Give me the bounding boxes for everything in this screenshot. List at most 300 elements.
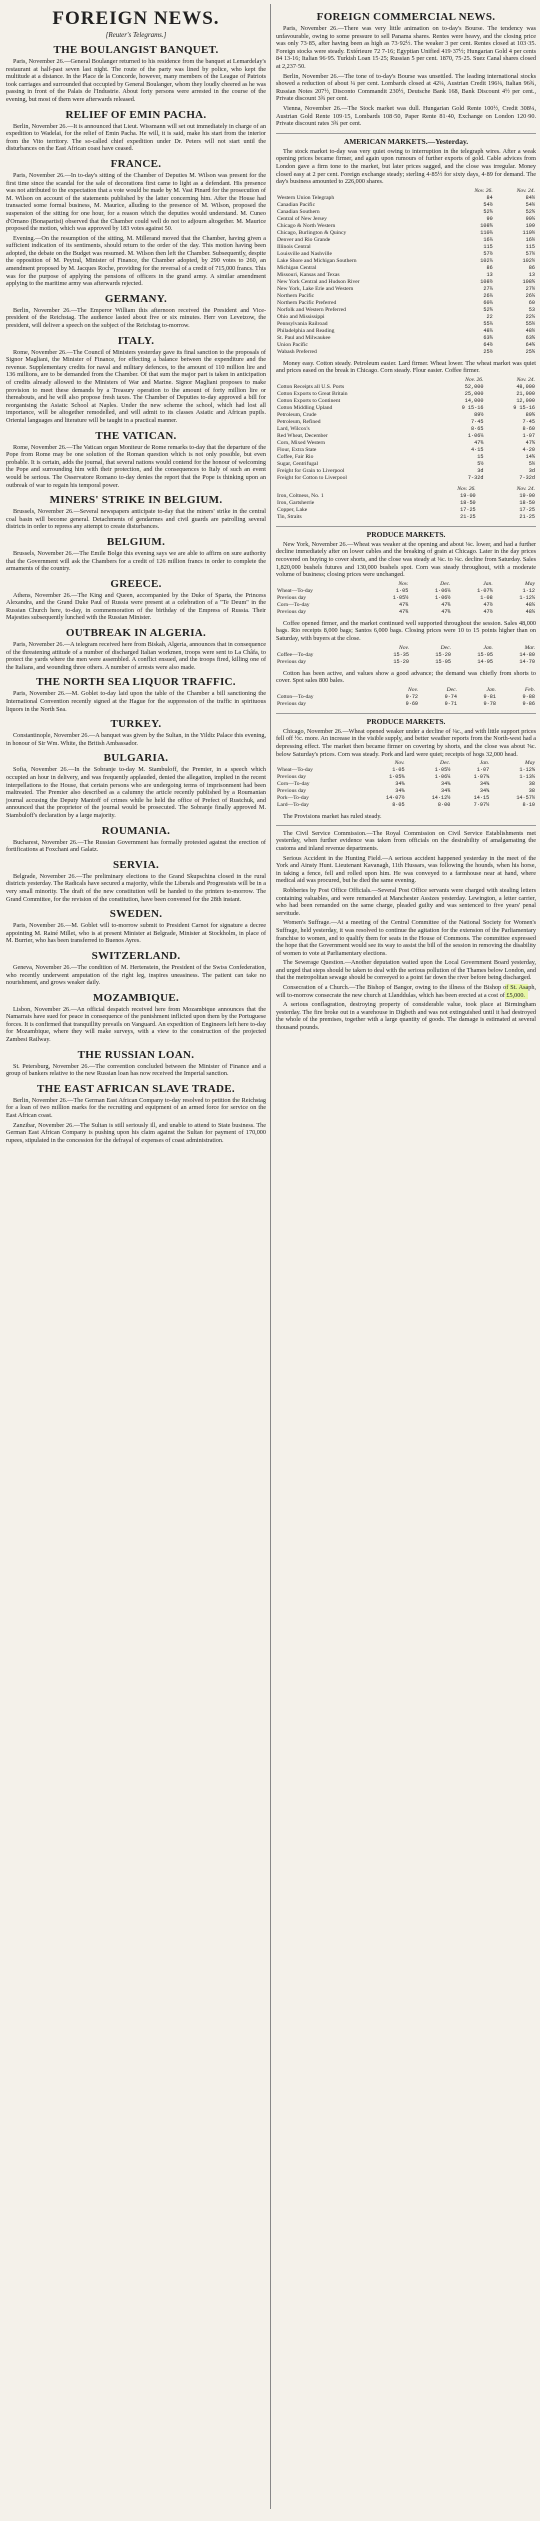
price-cell: 57½	[525, 250, 535, 257]
table-header-row	[276, 188, 536, 195]
price-cell: 4·20	[522, 446, 535, 453]
price-cell: 15·20	[393, 658, 409, 665]
article-paragraph: Athens, November 26.—The King and Queen, accompanied by the Duke of Sparta, the Princess Alexandra, and the Grand Duke Paul of Russia were present at a celebration of a "Te Deum" in the Russian Church here, to-day, in commemoration of the birthday of the Empress of Russia. Their Majesties subsequently lunched with the Russian Minister.	[6, 591, 266, 622]
row-label: Cotton Exports to Great Britain	[277, 390, 348, 397]
price-cell: 7-32d	[519, 474, 535, 481]
section-heading: GREECE.	[110, 577, 162, 590]
price-cell: 27½	[525, 285, 535, 292]
price-cell: 52,000	[464, 383, 484, 390]
column-header	[276, 486, 417, 493]
price-cell: 63¾	[525, 334, 535, 341]
market-heading: AMERICAN MARKETS.—Yesterday.	[276, 133, 536, 146]
row-label: Chicago & North Western	[277, 222, 336, 229]
article-paragraph: Vienna, November 26.—The Stock market was dull. Hungarian Gold Rente 100½, Credit 308¼, Austrian Gold Rente 109·15, Lombards 108·50, Paper Rente 81·40, Exchange on London 120·90. Private discount rates 3¾ per cent.	[276, 104, 536, 128]
price-cell: 9·88	[522, 693, 535, 700]
row-label: Philadelphia and Reading	[277, 327, 335, 334]
article-paragraph: Paris, November 26.—There was very little animation on to-day's Bourse. The tendency was unfavourable, owing to some pressure to sell Panama shares. Rentes were heavy, and the closing price was only 73·85, after having been as high as 73·92½. The weaker 3 per cent. Rentes closed at 103·35. Foreign stocks were steady. Extérieure 72 7-16; Egyptian Unified 419·37½; Hungarian Gold 4 per cents 84 13-16; Italian 96·95. Turkish Loan 15·25; Russian 5 per cent. 1870, 75·25. Suez Canal shares closed at 2,237·50.	[276, 25, 536, 70]
table-row	[276, 795, 536, 802]
price-cell: 52¾	[525, 208, 535, 215]
section-heading: RELIEF OF EMIN PACHA.	[65, 108, 207, 121]
row-label: St. Paul and Milwaukee	[277, 334, 331, 341]
price-cell: 9·86	[522, 700, 535, 707]
table-header-row	[276, 760, 536, 767]
row-label: Cotton Exports to Continent	[277, 397, 341, 404]
row-label: Denver and Rio Grande	[277, 236, 331, 243]
price-table	[276, 581, 536, 616]
price-cell: 17·25	[460, 506, 476, 513]
price-cell: 8·10	[522, 802, 535, 809]
column-header: Jan.	[479, 760, 490, 767]
price-cell: 9·72	[405, 693, 419, 700]
section-heading: SERVIA.	[112, 858, 160, 871]
row-label: Previous day	[277, 608, 307, 615]
price-cell: 63¾	[483, 334, 493, 341]
price-cell: 8·65	[471, 425, 484, 432]
price-cell: 54½	[525, 201, 535, 208]
row-label: Tin, Straits	[277, 513, 302, 520]
section-heading: FRANCE.	[110, 157, 162, 170]
article-paragraph: Paris, November 26.—A telegram received here from Biskah, Algeria, announces that in consequence of the threatening attitude of a number of discharged Italian workmen, troops were sent to La Châfa, to protect the yards where the men were assembled. A conflict ensued, and the troops fired, killing one of the Italians, and wounding three others. A number of arrests were also made.	[6, 641, 266, 671]
table-header-row	[276, 581, 536, 588]
price-table	[276, 645, 536, 666]
table-row	[276, 433, 536, 440]
table-row	[276, 781, 536, 788]
price-cell: 64¾	[525, 341, 535, 348]
row-label: Sugar, Centrifugal	[277, 460, 319, 467]
table-row	[276, 307, 536, 314]
article-paragraph: Rome, November 26.—The Council of Ministers yesterday gave its final sanction to the proposals of Signor Magliani, the Minister of Finance, for effecting a balance between the expenditure and the revenue. Supplementary credits for naval and military defences, to the amount of 110 million lire and 136 millions, are to be demanded from the Chamber. Of that sum the major part is taken in anticipation of credits already allowed to the Ministers of War and Marine. Signor Magliani proposes to make provision to meet these demands by a Treasury operation to the amount of forty million lire or thereabouts, and he will also propose fresh taxes. The Chamber of Deputies to-day approved a bill for reorganising the Asiatic School at Naples. Under the new scheme the school, which had lost all importance, will be altogether remodelled, and will admit to its classes Asiatic and African pupils. Oriental languages and literature will be taught in a practical manner.	[6, 348, 266, 424]
table-row	[276, 602, 536, 609]
price-cell: 12,000	[516, 397, 535, 404]
price-cell: 38	[528, 781, 535, 788]
price-cell: 14,000	[464, 397, 484, 404]
price-cell: 115	[525, 243, 535, 250]
row-label: Coffee—To-day	[277, 651, 314, 658]
price-cell: 34⅝	[395, 788, 405, 795]
row-label: Union Pacific	[277, 341, 308, 348]
article-paragraph: A serious conflagration, destroying property of considerable value, took place at Birmingham yesterday. The fire broke out in a warehouse in Digbeth and was not extinguished until it had destroyed the whole of the premises, together with a large quantity of goods. The damage is estimated at several thousand pounds.	[276, 1001, 536, 1032]
table-row	[276, 209, 536, 216]
price-cell: 47½	[483, 608, 493, 615]
row-label: Lake Shore and Michigan Southern	[277, 257, 357, 264]
table-row	[276, 588, 536, 595]
price-cell: 15	[477, 453, 484, 460]
column-header: Mar.	[524, 644, 535, 651]
table-row	[276, 701, 536, 708]
column-header: Dec.	[439, 760, 451, 767]
article-paragraph: Berlin, November 26.—The tone of to-day's Bourse was unsettled. The leading international stocks showed a reduction of about ¼ per cent. Lombards closed at 42¼, Austrian Credit 196¼, Italian 96¾, Russian Notes 207½, Disconto Commandit 230½, Deutsche Bank 168, Bank Discount 4½ per cent., Private discount 3¾ per cent.	[276, 72, 536, 103]
article-paragraph: Geneva, November 26.—The condition of M. Hertenstein, the President of the Swiss Confederation, who recently underwent amputation of the right leg, inspires uneasiness. The patient can take no nourishment, and grows weaker daily.	[6, 963, 266, 987]
table-row	[276, 328, 536, 335]
section-divider	[276, 825, 536, 826]
table-row	[276, 384, 536, 391]
article-paragraph: The Provisions market has ruled steady.	[283, 813, 382, 821]
price-cell: 26¼	[525, 292, 535, 299]
price-cell: 14·70	[519, 658, 535, 665]
row-label: Previous day	[277, 788, 307, 795]
price-cell: 1·13¼	[519, 774, 535, 781]
article-paragraph: Coffee opened firmer, and the market continued well supported throughout the session. Sales 48,000 bags. Rio receipts 8,000 bags; Santos 6,000 bags. Closing prices were 10 to 15 points higher than on Saturday, with buyers at the close.	[276, 619, 536, 643]
table-row	[276, 507, 536, 514]
row-label: Previous day	[277, 594, 307, 601]
column-header	[276, 760, 360, 767]
price-cell: 13	[486, 271, 493, 278]
price-cell: 47¾	[525, 439, 535, 446]
table-row	[276, 419, 536, 426]
row-label: Northern Pacific	[277, 292, 315, 299]
row-label: Wheat—To-day	[277, 767, 313, 774]
price-cell: 5½	[477, 460, 484, 467]
table-row	[276, 230, 536, 237]
price-cell: 18·50	[460, 499, 476, 506]
table-header-row	[276, 687, 536, 694]
row-label: Louisville and Nashville	[277, 250, 332, 257]
price-cell: 64½	[483, 341, 493, 348]
table-row	[276, 279, 536, 286]
table-row	[276, 398, 536, 405]
article-paragraph: Paris, November 26.—M. Goblet to-day laid upon the table of the Chamber a bill sanctioning the International Convention recently signed at the Hague for the suppression of the traffic in spirituous liquors in the North Sea.	[6, 690, 266, 713]
price-cell: 57½	[483, 250, 493, 257]
column-header	[276, 687, 380, 694]
table-row	[276, 412, 536, 419]
row-label: Wabash Preferred	[277, 348, 317, 355]
article-paragraph: Sofia, November 26.—In the Sobranje to-day M. Stambuloff, the Premier, in a speech which occupied an hour in delivery, and was frequently applauded, denied the allegation, implied in the recent interpellations to the House, that certain persons who are undergoing terms of imprisonment had been maltreated. The Premier also described as a calumny the article recently published by a Roumanian journal accusing the Deputy Mantoff of crimes while he held the office of Prefect of Rustchuk, and announced that the proprietor of the journal would be prosecuted. The Sobranje finally approved M. Stambuloff's declaration by a large majority.	[6, 766, 266, 819]
column-header: Dec.	[446, 686, 458, 693]
market-heading: PRODUCE MARKETS.	[276, 526, 536, 539]
column-header: Nov. 24.	[516, 485, 535, 492]
price-cell: 15·05	[435, 658, 451, 665]
price-cell: 7-32d	[467, 474, 484, 481]
article-paragraph: Women's Suffrage.—At a meeting of the Central Committee of the National Society for Women's Suffrage, held yesterday, it was resolved to continue the agitation for the extension of the Parliamentary franchise to women, and to qualify them for seats in the House of Commons. The committee expressed the hope that the Government would see its way to assist the bill of the session in removing the disability of women to vote at Parliamentary elections.	[276, 919, 537, 957]
price-cell: 1·07¾	[477, 587, 493, 594]
table-row	[276, 202, 536, 209]
row-label: Corn—To-day	[277, 601, 310, 608]
row-label: Western Union Telegraph	[277, 194, 335, 201]
left-column	[6, 6, 266, 1146]
price-cell: 19·00	[519, 492, 535, 499]
price-cell: 16½	[525, 236, 535, 243]
article-paragraph: Berlin, November 26.—The German East African Company to-day resolved to petition the Reichstag for a loan of two million marks for the recruiting and equipment of an armed force for service on the East African coast.	[6, 1096, 266, 1120]
price-cell: 1·05½	[434, 767, 451, 774]
price-cell: 52¾	[483, 208, 493, 215]
row-label: Michigan Central	[277, 264, 317, 271]
price-cell: 1·06¼	[467, 432, 484, 439]
article-paragraph: Paris, November 26.—In to-day's sitting of the Chamber of Deputies M. Wilson was present for the first time since the scandal for the sale of decorations first came to light as a defendant. His presence was not attributed to the expectation that a vote would be made by M. Vast Pinard for the prosecution of M. Wilson on account of the statements published by the latter concerning him. After the House had transacted some formal business, M. Maurice, alluding to the presence of M. Wilson, proposed the suspension of the sitting for one hour, for a reason which the deputies would understand. M. Cuneo d'Ornano (Bonapartist) observed that the Chamber could well do not to adjourn altogether. M. Maurice proposed the motion, which was approved by 183 votes against 50.	[6, 171, 266, 233]
price-cell: 84	[486, 194, 493, 201]
price-cell: 15·20	[435, 651, 451, 658]
masthead-title: FOREIGN NEWS.	[52, 8, 220, 29]
article-paragraph: Constantinople, November 26.—A banquet was given by the Sultan, in the Yildiz Palace this evening, in honour of Sir Wm. White, the British Ambassador.	[6, 732, 266, 747]
price-cell: 48½	[525, 327, 535, 334]
price-cell: 108½	[480, 278, 493, 285]
price-cell: 1·12	[522, 587, 535, 594]
row-label: Freight for Cotton to Liverpool	[277, 474, 347, 481]
price-cell: 4·15	[471, 446, 484, 453]
price-cell: 53	[528, 306, 535, 313]
row-label: Canadian Pacific	[277, 201, 316, 208]
price-cell: 25½	[483, 348, 493, 355]
row-label: Lard—To-day	[277, 802, 309, 809]
price-cell: 60¼	[483, 299, 493, 306]
price-cell: 13	[528, 271, 535, 278]
table-header-row	[276, 377, 536, 384]
column-header	[276, 645, 368, 652]
price-cell: 102½	[522, 257, 535, 264]
price-cell: 1·08	[480, 594, 493, 601]
table-row	[276, 405, 536, 412]
row-label: Cotton—To-day	[277, 693, 314, 700]
article-paragraph: Consecration of a Church.—The Bishop of Bangor, owing to the illness of the Bishop of St. Asaph, will to-morrow consecrate the new church at Llanddulas, which has been erected at a cost of £5,000.	[276, 984, 536, 999]
price-cell: 34⅝	[441, 781, 451, 788]
table-row	[276, 272, 536, 279]
row-label: Corn, Mixed Western	[277, 439, 326, 446]
price-cell: 14·95	[477, 658, 493, 665]
price-cell: 1·12¼	[519, 594, 535, 601]
column-header: Nov.	[398, 644, 409, 651]
price-cell: 1·12⅝	[519, 767, 535, 774]
row-label: Northern Pacific Preferred	[277, 299, 337, 306]
row-label: Wheat—To-day	[277, 587, 313, 594]
row-label: Chicago, Burlington & Quincy	[277, 229, 347, 236]
section-heading: OUTBREAK IN ALGERIA.	[65, 627, 207, 640]
section-heading: THE EAST AFRICAN SLAVE TRADE.	[37, 1082, 235, 1095]
market-heading: PRODUCE MARKETS.	[276, 713, 536, 726]
column-header: Dec.	[440, 580, 451, 587]
table-row	[276, 468, 536, 475]
column-header: Nov.	[398, 580, 409, 587]
price-cell: 86	[528, 264, 535, 271]
price-cell: 47¾	[441, 601, 451, 608]
price-cell: 89¾	[525, 411, 535, 418]
article-paragraph: St. Petersburg, November 26.—The convention concluded between the Minister of Finance and a group of bankers relative to the new Russian loan has now received the Imperial sanction.	[6, 1062, 266, 1078]
price-cell: 8·05	[392, 802, 405, 809]
table-row	[276, 767, 536, 774]
article-paragraph: Serious Accident in the Hunting Field.—A serious accident happened yesterday in the meet of the York and Ainsty Hunt. Lieutenant Kavanagh, 11th Hussars, was following the hounds, when his horse, in taking a fence, fell and rolled upon him. He was conveyed to a farmhouse near at hand, where medical aid was procured, but he died the same evening.	[276, 854, 536, 885]
table-row	[276, 475, 536, 482]
row-label: Petroleum, Crude	[277, 411, 317, 418]
price-cell: 21,000	[516, 390, 535, 397]
article-paragraph: Bucharest, November 26.—The Russian Government has formally protested against the erection of fortifications at Foxchani and Galatz.	[6, 838, 266, 854]
price-cell: 14·07½	[385, 795, 405, 802]
row-label: Cotton Receipts all U.S. Ports	[277, 383, 345, 390]
column-header: Feb.	[524, 686, 535, 693]
section-heading: THE BOULANGIST BANQUET.	[53, 44, 219, 56]
row-label: Previous day	[277, 658, 307, 665]
table-header-row	[276, 645, 536, 652]
price-cell: 9·81	[483, 693, 496, 700]
column-header: Nov. 26.	[465, 376, 484, 383]
price-table	[276, 687, 536, 708]
column-header	[276, 188, 451, 195]
table-row	[276, 652, 536, 659]
article-paragraph: New York, November 26.—Wheat was weaker at the opening and about ⅛c. lower, and had a further decline immediately after on lower cables and the breaking of grain at Chicago. Later in the day prices recovered on buying to cover shorts, and the close was steady at ⅛c. to ¼c. decline from Saturday. Sales 1,820,000 bushels futures and 130,000 bushels spot. Corn was steady throughout, with a moderate volume of business; closing prices were unchanged.	[276, 540, 536, 579]
price-cell: 52¾	[483, 306, 493, 313]
section-heading: FOREIGN COMMERCIAL NEWS.	[316, 11, 496, 23]
price-cell: 48¼	[525, 608, 535, 615]
table-row	[276, 216, 536, 223]
column-rule	[270, 4, 271, 2509]
table-row	[276, 440, 536, 447]
price-cell: 47¾	[399, 601, 409, 608]
price-cell: 15·05	[477, 651, 493, 658]
row-label: Norfolk and Western Preferred	[277, 306, 346, 313]
article-paragraph: Zanzibar, November 26.—The Sultan is still seriously ill, and unable to attend to State business. The German East African Company is pushing upon his claim against the Sultan for payment of 170,000 rupees, stipulated in the concession for the defrayal of expenses of coast administration.	[6, 1121, 266, 1144]
column-header: Jan.	[483, 580, 493, 587]
price-cell: 54½	[483, 201, 493, 208]
price-cell: 84½	[525, 194, 535, 201]
article-paragraph: Paris, November 26.—M. Goblet will to-morrow submit to President Carnot for signature a decree appointing M. Rainé Millet, who is at present Minister at Belgrade, Minister at Stockholm, in place of M. Burrier, who has been transferred to Buenos Ayres.	[6, 922, 266, 945]
price-cell: 9 15-16	[513, 404, 535, 411]
price-cell: 86	[486, 264, 493, 271]
row-label: Canadian Southern	[277, 208, 320, 215]
table-row	[276, 321, 536, 328]
row-label: Previous day	[277, 774, 307, 781]
column-header: Jan.	[483, 644, 493, 651]
column-header: Nov. 24.	[516, 187, 535, 194]
price-cell: 34¾	[441, 788, 451, 795]
table-row	[276, 223, 536, 230]
table-row	[276, 694, 536, 701]
price-cell: 47¾	[399, 608, 409, 615]
table-header-row	[276, 486, 536, 493]
price-cell: 115	[483, 243, 493, 250]
table-row	[276, 293, 536, 300]
table-row	[276, 265, 536, 272]
column-header: Nov. 26.	[457, 485, 476, 492]
article-paragraph: Robberies by Post Office Officials.—Several Post Office servants were charged with stealing letters containing valuables, and were remanded at Manchester Assizes yesterday. Lewington, a letter carrier, who had been remanded on the same charge, pleaded guilty and was sentenced to five years' penal servitude.	[276, 886, 536, 917]
price-cell: 1·05½	[392, 594, 409, 601]
price-cell: 110¼	[480, 229, 493, 236]
price-cell: 25,000	[464, 390, 484, 397]
table-row	[276, 286, 536, 293]
table-row	[276, 454, 536, 461]
price-cell: 1·05	[395, 587, 409, 594]
column-header	[276, 377, 433, 384]
row-label: Pork—To-day	[277, 795, 309, 802]
row-label: Missouri, Kansas and Texas	[277, 271, 340, 278]
row-label: Lard, Wilcox's	[277, 425, 310, 432]
section-heading: MINERS' STRIKE IN BELGIUM.	[49, 494, 223, 507]
table-row	[276, 788, 536, 795]
price-cell: 1·06¼	[434, 774, 451, 781]
row-label: Illinois Central	[277, 243, 311, 250]
price-cell: 15·35	[393, 651, 409, 658]
column-header	[276, 581, 367, 588]
price-cell: 9·74	[444, 693, 458, 700]
price-cell: 34⅝	[479, 781, 490, 788]
row-label: Cotton Middling Upland	[277, 404, 333, 411]
price-cell: 5½	[528, 460, 535, 467]
row-label: Corn—To-day	[277, 781, 310, 788]
section-heading: SWEDEN.	[109, 908, 163, 921]
price-cell: 108¾	[480, 222, 493, 229]
column-header: Nov. 26.	[474, 187, 493, 194]
price-cell: 1·07	[476, 767, 490, 774]
table-row	[276, 461, 536, 468]
section-heading: ROUMANIA.	[101, 824, 171, 837]
price-cell: 9·69	[405, 700, 419, 707]
price-cell: 102¼	[480, 257, 493, 264]
price-cell: 47¾	[474, 439, 484, 446]
column-header: Nov.	[408, 686, 419, 693]
section-heading: MOZAMBIQUE.	[92, 991, 180, 1004]
price-cell: 14·12½	[431, 795, 451, 802]
table-row	[276, 493, 536, 500]
price-cell: 27¼	[483, 285, 493, 292]
row-label: Ohio and Mississippi	[277, 313, 325, 320]
price-cell: 1·05	[392, 767, 405, 774]
price-cell: 9·78	[483, 700, 496, 707]
article-paragraph: Rome, November 26.—The Vatican organ Moniteur de Rome remarks to-day that the departure of the Pope from Rome may be one solution of the Roman question which is not only possible, but even probable. It is certain, adds the journal, that several nations would contend for the honour of welcoming the Pope and surrounding him with their protection, and the consequences to Italy of such an event would be serious. The Osservatore Romano to-day denies the report that the Pope is thinking upon an outbreak of war to regain his temporal power.	[6, 443, 266, 489]
price-cell: 1·06¼	[434, 587, 451, 594]
price-cell: 18·50	[519, 499, 535, 506]
price-cell: 47½	[483, 601, 493, 608]
price-table	[276, 760, 536, 809]
price-cell: 26¼	[483, 292, 493, 299]
price-cell: 8·60	[522, 425, 535, 432]
price-cell: 1·07	[522, 432, 535, 439]
price-cell: 22¼	[525, 313, 535, 320]
table-row	[276, 335, 536, 342]
article-paragraph: The stock market to-day was very quiet owing to interruption in the telegraph wires. After a weak opening prices became firmer, and again upon rumours of further exports of gold. Cable advices from London gave a firm tone to the market, but later prices sagged, and the close was irregular. Money closed easy at 2 per cent. Foreign exchange steady; sterling 4·85½ for sixty days, 4·89 for demand. The day's business amounted to 226,000 shares.	[276, 147, 536, 186]
price-cell: 3d	[477, 467, 484, 474]
masthead-subtitle: [Reuter's Telegrams.]	[105, 31, 167, 39]
table-row	[276, 802, 536, 809]
price-cell: 48¼	[525, 601, 535, 608]
section-heading: GERMANY.	[104, 292, 168, 305]
table-row	[276, 500, 536, 507]
price-cell: 14·80	[519, 651, 535, 658]
price-cell: 89½	[474, 411, 484, 418]
price-cell: 1·05⅝	[389, 774, 405, 781]
column-header: Nov. 24.	[516, 376, 535, 383]
table-row	[276, 300, 536, 307]
price-cell: 34⅝	[479, 788, 490, 795]
table-row	[276, 595, 536, 602]
price-table	[276, 377, 536, 482]
column-header: Nov.	[394, 760, 405, 767]
table-row	[276, 349, 536, 356]
price-cell: 109	[525, 222, 535, 229]
row-label: Petroleum, Refined	[277, 418, 321, 425]
table-row	[276, 447, 536, 454]
article-paragraph: Chicago, November 26.—Wheat opened weaker under a decline of ¼c., and with little support prices fell off ½c. more. An increase in the visible supply, and better weather reports from the North-west had a depressing effect. The market then became firmer on covering by shorts, and the close was about ⅝c. below Saturday's prices. Corn was steady. Pork and lard were quiet; receipts of hogs 32,000 head.	[276, 727, 536, 758]
price-cell: 9 15-16	[461, 404, 484, 411]
article-paragraph: Berlin, November 26.—It is announced that Lieut. Wissmann will set out immediately in charge of an expedition to Wadelai, for the relief of Emin Pacha. He will, it is said, make his start from the interior from the Vito territory. The so-called chief expedition under Dr. Peters will not start until the disturbances on the East African coast have ceased.	[6, 122, 266, 153]
row-label: Red Wheat, December	[277, 432, 328, 439]
price-cell: 55¼	[483, 320, 493, 327]
price-cell: 7·45	[522, 418, 535, 425]
price-cell: 14·15	[473, 795, 490, 802]
price-cell: 21·25	[519, 513, 535, 520]
article-paragraph: Cotton has been active, and values show a good advance; the demand was chiefly from shorts to cover. Spot sales 800 bales.	[276, 669, 536, 685]
article-paragraph: The Sewerage Question.—Another deputation waited upon the Local Government Board yesterday, and urged that steps should be taken to deal with the serious pollution of the Thames below London, and that the metropolitan sewage should be conveyed to a point far down the river before being discharged.	[276, 959, 536, 982]
section-heading: THE VATICAN.	[95, 429, 177, 442]
price-cell: 108¾	[522, 278, 535, 285]
price-cell: 48,000	[516, 383, 535, 390]
row-label: Coffee, Fair Rio	[277, 453, 314, 460]
row-label: New York Central and Hudson River	[277, 278, 360, 285]
table-row	[276, 251, 536, 258]
price-cell: 1·06½	[434, 594, 451, 601]
row-label: Pennsylvania Railroad	[277, 320, 328, 327]
row-label: Freight for Grain to Liverpool	[277, 467, 345, 474]
article-paragraph: Brussels, November 26.—Several newspapers anticipate to-day that the miners' strike in the central coal basin will become general. Detachments of gendarmes and civil guards are patrolling several districts in order to repress any attempt to create disturbances.	[6, 508, 266, 531]
price-cell: 3d	[528, 467, 535, 474]
price-cell: 7·45	[471, 418, 484, 425]
row-label: Iron, Coltness, No. 1	[277, 492, 324, 499]
price-cell: 14¾	[525, 453, 535, 460]
